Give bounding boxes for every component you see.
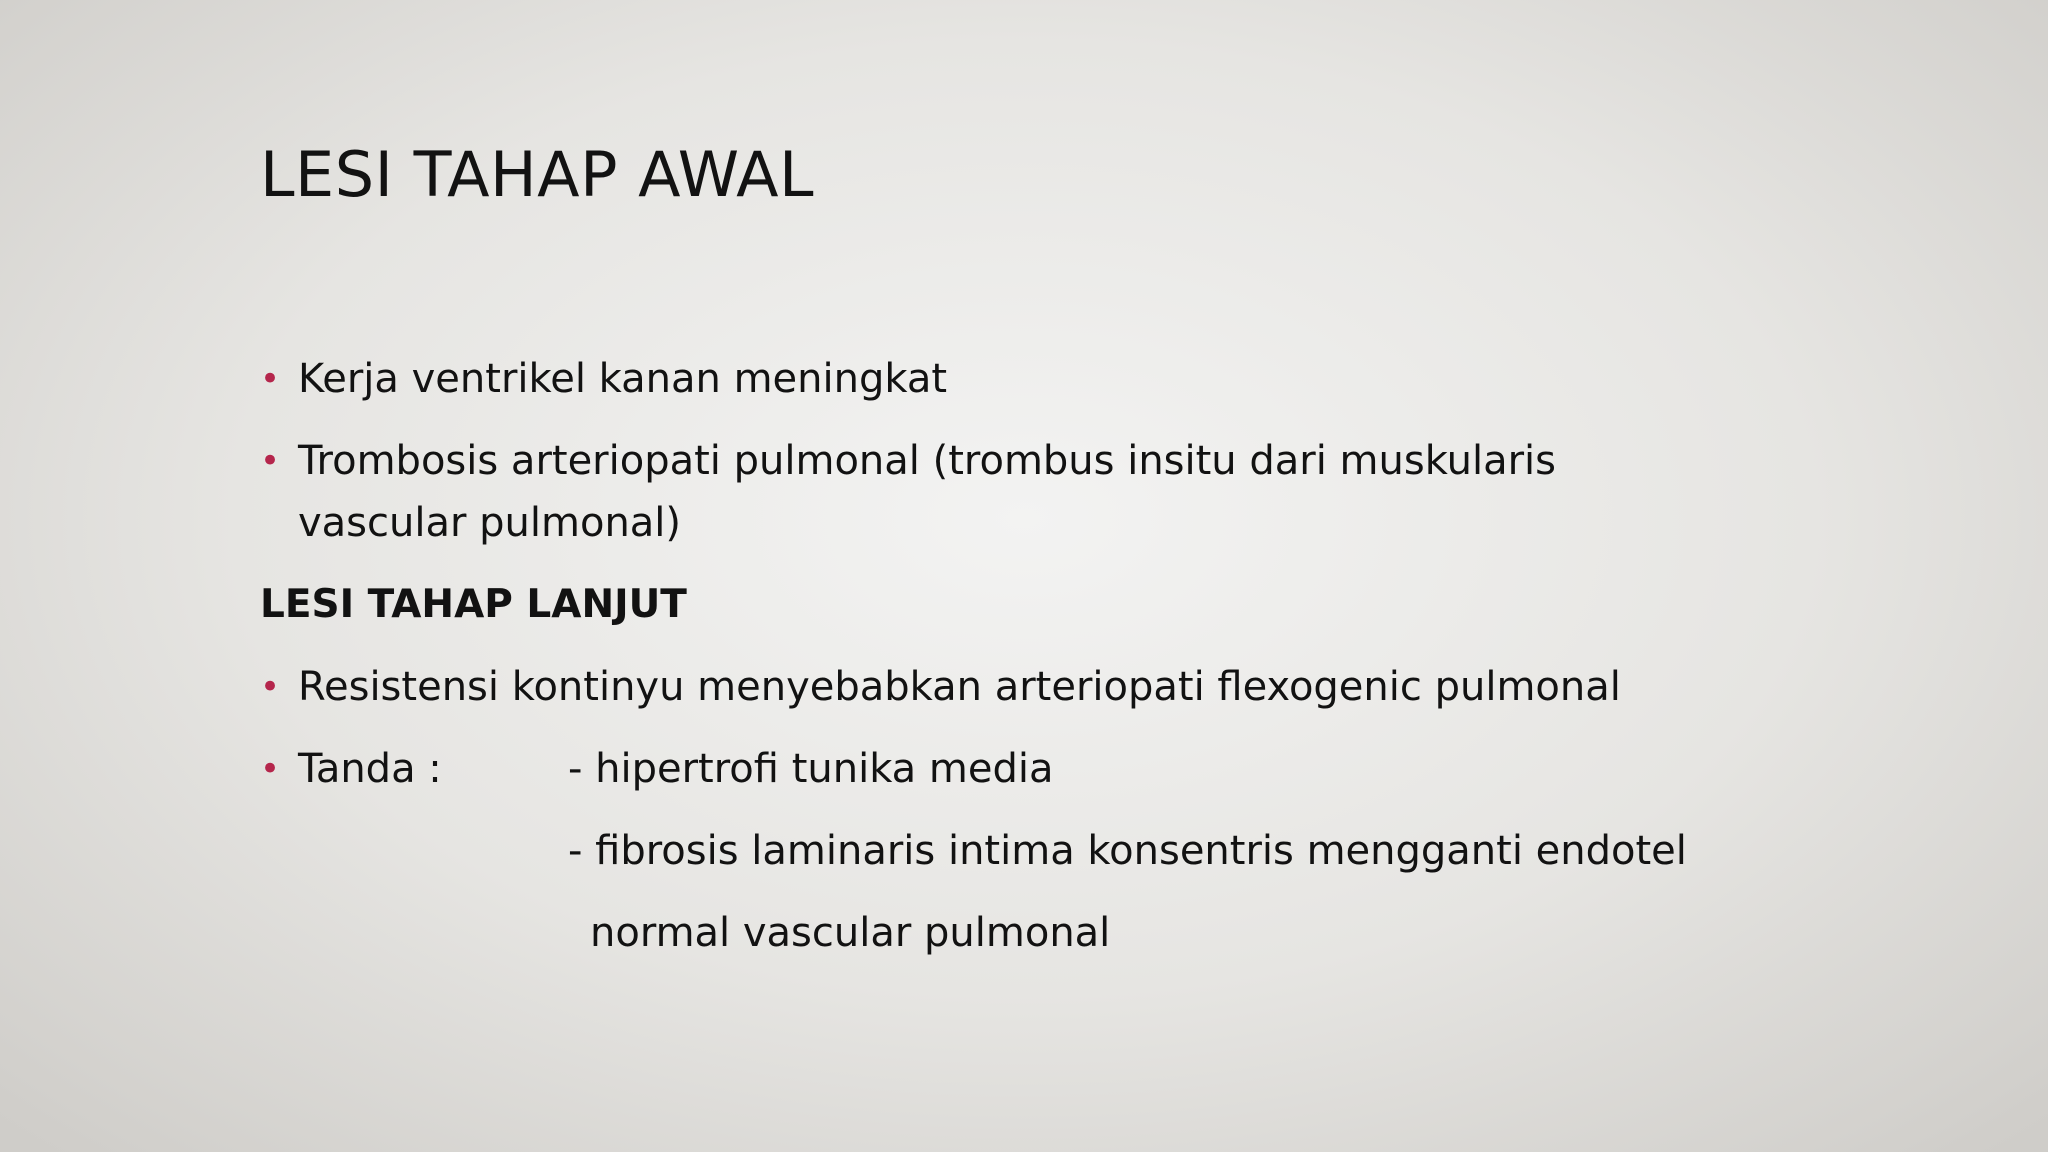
tanda-continuation: normal vascular pulmonal [590, 910, 1111, 956]
bullet-item [260, 656, 1720, 718]
slide-title: LESI TAHAP AWAL [260, 138, 815, 211]
tanda-item: - hipertrofi tunika media [568, 746, 1054, 792]
bullet-text: Kerja ventrikel kanan meningkat [298, 356, 948, 402]
bullet-dot-icon: • [260, 441, 281, 481]
bullet-dot-icon: • [260, 667, 281, 707]
tanda-row [260, 902, 1720, 964]
slide-body [260, 348, 1720, 984]
tanda-row [260, 738, 1720, 800]
bullet-dot-icon: • [260, 359, 281, 399]
bullet-dot-icon: • [260, 749, 281, 789]
bullet-text: Trombosis arteriopati pulmonal (trombus insitu dari muskularis vascular pulmonal) [298, 438, 1557, 546]
tanda-label: Tanda : [298, 746, 442, 792]
bullet-item [260, 430, 1720, 554]
tanda-row [260, 820, 1720, 882]
bullet-text: Resistensi kontinyu menyebabkan arteriopati flexogenic pulmonal [298, 664, 1621, 710]
bullet-item [260, 348, 1720, 410]
tanda-item: - fibrosis laminaris intima konsentris mengganti endotel [568, 828, 1687, 874]
subheading: LESI TAHAP LANJUT [260, 582, 687, 627]
